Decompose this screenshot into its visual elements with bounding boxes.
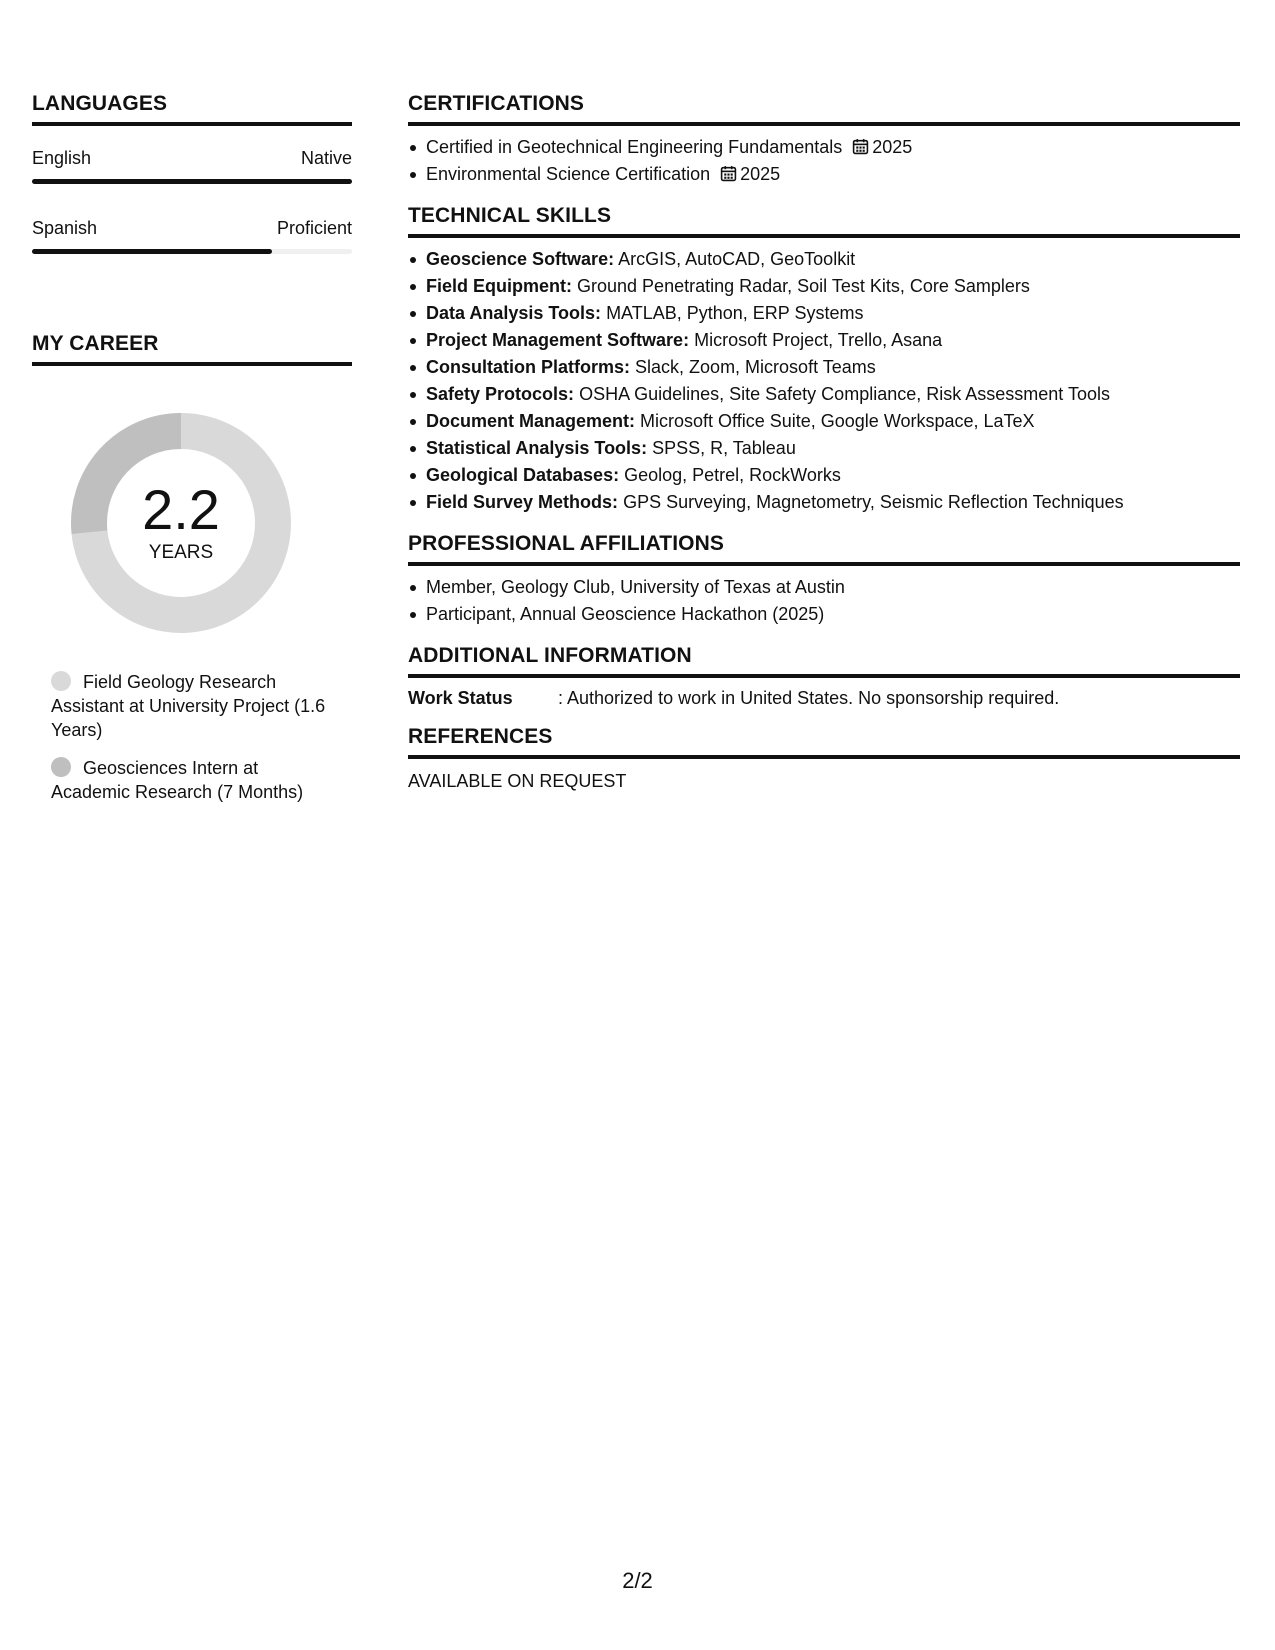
skill-values: Slack, Zoom, Microsoft Teams bbox=[635, 357, 876, 377]
affiliation-item: Member, Geology Club, University of Texas at Austin bbox=[408, 574, 1240, 601]
certification-name: Certified in Geotechnical Engineering Fundamentals bbox=[426, 137, 843, 157]
language-level: Proficient bbox=[276, 218, 352, 238]
language-level-bar bbox=[32, 249, 352, 254]
work-status-label: Work Status bbox=[408, 688, 513, 708]
skill-values: OSHA Guidelines, Site Safety Compliance, Risk Assessment Tools bbox=[579, 384, 1110, 404]
skill-item bbox=[408, 354, 1240, 381]
skill-values: GPS Surveying, Magnetometry, Seismic Reflection Techniques bbox=[623, 492, 1124, 512]
languages-title: LANGUAGES bbox=[32, 92, 352, 126]
career-total-value: 2.2 bbox=[142, 478, 220, 541]
career-title: MY CAREER bbox=[32, 332, 352, 366]
left-column bbox=[32, 92, 352, 818]
career-legend-item bbox=[51, 756, 332, 804]
affiliations-title: PROFESSIONAL AFFILIATIONS bbox=[408, 532, 1240, 566]
legend-dot-icon bbox=[51, 757, 71, 777]
certification-item bbox=[408, 134, 1240, 161]
skill-category: Field Equipment: bbox=[426, 276, 572, 296]
skill-item bbox=[408, 327, 1240, 354]
technical-skills-section bbox=[408, 204, 1240, 516]
work-status-value: : Authorized to work in United States. No sponsorship required. bbox=[558, 688, 1060, 708]
references-text: AVAILABLE ON REQUEST bbox=[408, 771, 627, 791]
career-legend bbox=[32, 670, 332, 804]
skill-item bbox=[408, 435, 1240, 462]
skill-category: Statistical Analysis Tools: bbox=[426, 438, 648, 458]
skill-item bbox=[408, 300, 1240, 327]
skill-category: Consultation Platforms: bbox=[426, 357, 631, 377]
certification-year: 2025 bbox=[872, 137, 913, 157]
skill-category: Field Survey Methods: bbox=[426, 492, 619, 512]
language-level: Native bbox=[300, 148, 352, 168]
skill-values: Ground Penetrating Radar, Soil Test Kits, Core Samplers bbox=[577, 276, 1030, 296]
skill-category: Geological Databases: bbox=[426, 465, 620, 485]
career-total-unit: YEARS bbox=[148, 542, 214, 563]
skill-item bbox=[408, 408, 1240, 435]
skill-item bbox=[408, 462, 1240, 489]
right-column bbox=[408, 92, 1240, 792]
skill-category: Project Management Software: bbox=[426, 330, 690, 350]
career-legend-item bbox=[51, 670, 332, 742]
technical-skills-title: TECHNICAL SKILLS bbox=[408, 204, 1240, 238]
career-donut-chart bbox=[66, 408, 296, 638]
affiliations-section bbox=[408, 532, 1240, 628]
affiliation-item: Participant, Annual Geoscience Hackathon (2025) bbox=[408, 601, 1240, 628]
work-status-row bbox=[408, 688, 1240, 709]
skill-item bbox=[408, 273, 1240, 300]
certifications-section bbox=[408, 92, 1240, 188]
language-level-bar-fill bbox=[32, 249, 272, 254]
skill-values: Microsoft Office Suite, Google Workspace, LaTeX bbox=[640, 411, 1035, 431]
calendar-icon bbox=[852, 138, 869, 155]
languages-section bbox=[32, 92, 352, 254]
legend-dot-icon bbox=[51, 671, 71, 691]
certification-name: Environmental Science Certification bbox=[426, 164, 711, 184]
language-name: English bbox=[32, 148, 92, 168]
language-name: Spanish bbox=[32, 218, 98, 238]
career-legend-label: Geosciences Intern at Academic Research (7 Months) bbox=[51, 758, 304, 802]
references-title: REFERENCES bbox=[408, 725, 1240, 759]
language-item-english bbox=[32, 148, 352, 184]
skill-item bbox=[408, 246, 1240, 273]
references-section bbox=[408, 725, 1240, 792]
language-level-bar-fill bbox=[32, 179, 352, 184]
language-level-bar bbox=[32, 179, 352, 184]
skill-values: SPSS, R, Tableau bbox=[652, 438, 796, 458]
additional-info-section bbox=[408, 644, 1240, 709]
page-number: 2/2 bbox=[622, 1568, 653, 1593]
career-section bbox=[32, 332, 352, 804]
skill-category: Document Management: bbox=[426, 411, 636, 431]
skill-category: Geoscience Software: bbox=[426, 249, 615, 269]
certification-item bbox=[408, 161, 1240, 188]
skill-category: Safety Protocols: bbox=[426, 384, 575, 404]
skill-item bbox=[408, 381, 1240, 408]
skill-item bbox=[408, 489, 1240, 516]
skill-category: Data Analysis Tools: bbox=[426, 303, 602, 323]
certification-year: 2025 bbox=[740, 164, 781, 184]
certifications-title: CERTIFICATIONS bbox=[408, 92, 1240, 126]
additional-info-title: ADDITIONAL INFORMATION bbox=[408, 644, 1240, 678]
calendar-icon bbox=[720, 165, 737, 182]
skill-values: ArcGIS, AutoCAD, GeoToolkit bbox=[618, 249, 856, 269]
skill-values: Geolog, Petrel, RockWorks bbox=[624, 465, 841, 485]
career-legend-label: Field Geology Research Assistant at University Project (1.6 Years) bbox=[51, 672, 326, 740]
language-item-spanish bbox=[32, 218, 352, 254]
skill-values: Microsoft Project, Trello, Asana bbox=[694, 330, 943, 350]
skill-values: MATLAB, Python, ERP Systems bbox=[606, 303, 864, 323]
